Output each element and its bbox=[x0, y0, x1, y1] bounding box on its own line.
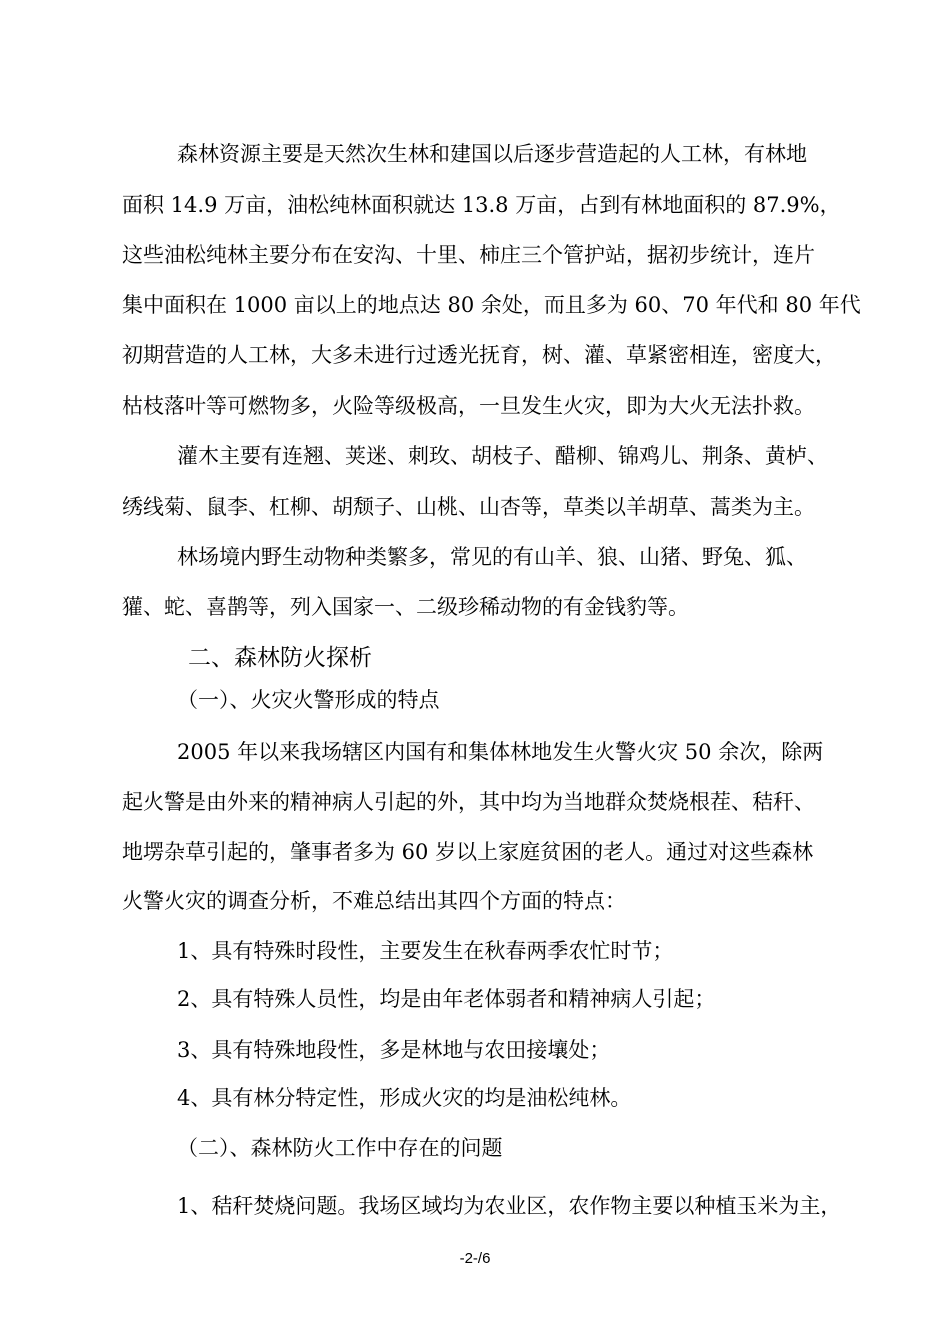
text-line: 獾、蛇、喜鹊等，列入国家一、二级珍稀动物的有金钱豹等。 bbox=[122, 595, 689, 619]
page-number: -2-/6 bbox=[459, 1250, 491, 1267]
text-line: 2005 年以来我场辖区内国有和集体林地发生火警火灾 50 余次，除两 bbox=[177, 740, 824, 764]
section-title: 二、森林防火探析 bbox=[188, 645, 372, 671]
text-line: 地塄杂草引起的，肇事者多为 60 岁以上家庭贫困的老人。通过对这些森林 bbox=[122, 840, 814, 864]
text-line: 面积 14.9 万亩，油松纯林面积就达 13.8 万亩，占到有林地面积的 87.9%， bbox=[122, 193, 841, 217]
text-line: 森林资源主要是天然次生林和建国以后逐步营造起的人工林，有林地 bbox=[177, 142, 807, 166]
text-line: 1、秸秆焚烧问题。我场区域均为农业区，农作物主要以种植玉米为主， bbox=[177, 1194, 842, 1218]
text-line: 集中面积在 1000 亩以上的地点达 80 余处，而且多为 60、70 年代和 80 年代 bbox=[122, 293, 861, 317]
text-line: 起火警是由外来的精神病人引起的外，其中均为当地群众焚烧根茬、秸秆、 bbox=[122, 790, 815, 814]
text-line: 灌木主要有连翘、荚迷、刺玫、胡枝子、醋柳、锦鸡儿、荆条、黄栌、 bbox=[177, 444, 828, 468]
subsection-title: （二）、森林防火工作中存在的问题 bbox=[177, 1136, 503, 1160]
list-item: 4、具有林分特定性，形成火灾的均是油松纯林。 bbox=[177, 1086, 632, 1110]
text-line: 这些油松纯林主要分布在安沟、十里、柿庄三个管护站，据初步统计，连片 bbox=[122, 243, 815, 267]
list-item: 3、具有特殊地段性，多是林地与农田接壤处； bbox=[177, 1038, 611, 1062]
list-item: 1、具有特殊时段性，主要发生在秋春两季农忙时节； bbox=[177, 939, 674, 963]
text-line: 火警火灾的调查分析，不难总结出其四个方面的特点： bbox=[122, 889, 626, 913]
subsection-title: （一）、火灾火警形成的特点 bbox=[177, 688, 440, 712]
text-line: 枯枝落叶等可燃物多，火险等级极高，一旦发生火灾，即为大火无法扑救。 bbox=[122, 394, 815, 418]
text-line: 初期营造的人工林，大多未进行过透光抚育，树、灌、草紧密相连，密度大， bbox=[122, 343, 836, 367]
text-line: 林场境内野生动物种类繁多，常见的有山羊、狼、山猪、野兔、狐、 bbox=[177, 545, 807, 569]
list-item: 2、具有特殊人员性，均是由年老体弱者和精神病人引起； bbox=[177, 987, 716, 1011]
text-line: 绣线菊、鼠李、杠柳、胡颓子、山桃、山杏等，草类以羊胡草、蒿类为主。 bbox=[122, 495, 815, 519]
